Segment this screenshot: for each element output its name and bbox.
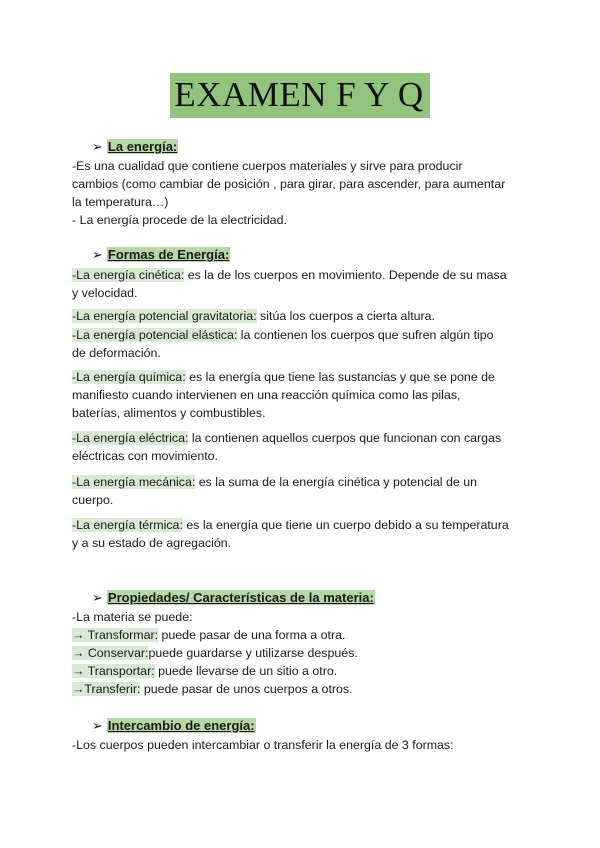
- heading-propiedades: [92, 590, 375, 606]
- term-definition: es la suma de la energía cinética y potencial de un: [195, 475, 478, 489]
- paragraph-line: manifiesto cuando intervienen en una reacción química como las pilas,: [72, 388, 461, 402]
- heading-intercambio: [92, 718, 256, 734]
- paragraph-line: eléctricas con movimiento.: [72, 449, 218, 463]
- title-wrap: [0, 73, 600, 118]
- term-definition: puede guardarse y utilizarse después.: [148, 646, 358, 660]
- heading-text: Formas de Energía:: [107, 247, 230, 262]
- paragraph-line: [72, 307, 542, 325]
- paragraph-line: baterías, alimentos y combustibles.: [72, 406, 266, 420]
- term-definition: sitúa los cuerpos a cierta altura.: [256, 309, 435, 323]
- paragraph-line: - La energía procede de la electricidad.: [72, 213, 287, 227]
- heading-text: La energía:: [107, 139, 178, 154]
- paragraph-line: de deformación.: [72, 346, 161, 360]
- term-definition: puede pasar de una forma a otra.: [158, 628, 346, 642]
- term-definition: puede llevarse de un sitio a otro.: [154, 664, 338, 678]
- term-highlight: -La energía cinética:: [72, 268, 185, 282]
- intercambio-paragraph: [72, 736, 542, 754]
- heading-text: Intercambio de energía:: [107, 718, 255, 733]
- energia-electrica-paragraph: [72, 429, 542, 465]
- energia-quimica-paragraph: [72, 368, 542, 422]
- term-highlight: → Conservar:: [72, 646, 149, 660]
- term-highlight: -La energía térmica:: [72, 518, 183, 532]
- term-definition: puede pasar de unos cuerpos a otros.: [140, 682, 353, 696]
- energia-mecanica-paragraph: [72, 473, 542, 509]
- term-highlight: -La energía eléctrica:: [72, 431, 189, 445]
- energia-elastica-paragraph: [72, 326, 542, 362]
- paragraph-line: -Los cuerpos pueden intercambiar o transferir la energía de 3 formas:: [72, 738, 454, 752]
- term-definition: es la energía que tiene las sustancias y que se pone de: [185, 370, 495, 384]
- energia-cinetica-paragraph: [72, 266, 542, 302]
- paragraph-line: -Es una cualidad que contiene cuerpos materiales y sirve para producir: [72, 159, 463, 173]
- heading-la-energia: [92, 139, 178, 155]
- paragraph-line: -La materia se puede:: [72, 610, 193, 624]
- arrow-bullet-icon: ➢: [92, 590, 103, 605]
- arrow-bullet-icon: ➢: [92, 139, 103, 154]
- paragraph-line: y velocidad.: [72, 286, 138, 300]
- paragraph-line: [72, 326, 542, 344]
- heading-text: Propiedades/ Características de la materia:: [107, 590, 374, 605]
- paragraph-line: [72, 473, 542, 491]
- paragraph-line: la temperatura…): [72, 195, 169, 209]
- paragraph-line: [72, 266, 542, 284]
- energia-termica-paragraph: [72, 516, 542, 552]
- paragraph-line: [72, 429, 542, 447]
- term-highlight: -La energía mecánica:: [72, 475, 196, 489]
- term-definition: es la energía que tiene un cuerpo debido a su temperatura: [182, 518, 509, 532]
- arrow-bullet-icon: ➢: [92, 718, 103, 733]
- paragraph-line: y a su estado de agregación.: [72, 536, 232, 550]
- term-highlight: -La energía potencial gravitatoria:: [72, 309, 257, 323]
- energia-paragraph: [72, 157, 542, 229]
- list-item: [72, 644, 542, 662]
- term-highlight: →Transferir:: [72, 682, 141, 696]
- term-highlight: → Transportar:: [72, 664, 155, 678]
- term-definition: la contienen los cuerpos que sufren algún tipo: [237, 328, 494, 342]
- paragraph-line: [72, 368, 542, 386]
- term-definition: es la de los cuerpos en movimiento. Depende de su masa: [184, 268, 507, 282]
- list-item: [72, 662, 542, 680]
- page-title: EXAMEN F Y Q: [170, 73, 429, 118]
- paragraph-line: cambios (como cambiar de posición , para girar, para ascender, para aumentar: [72, 177, 506, 191]
- heading-formas-de-energia: [92, 247, 230, 263]
- list-item: [72, 680, 542, 698]
- energia-gravitatoria-paragraph: [72, 307, 542, 325]
- propiedades-list: [72, 608, 542, 698]
- paragraph-line: [72, 516, 542, 534]
- term-definition: la contienen aquellos cuerpos que funcionan con cargas: [188, 431, 502, 445]
- list-item: [72, 626, 542, 644]
- arrow-bullet-icon: ➢: [92, 247, 103, 262]
- term-highlight: -La energía potencial elástica:: [72, 328, 238, 342]
- paragraph-line: cuerpo.: [72, 493, 114, 507]
- term-highlight: -La energía química:: [72, 370, 186, 384]
- term-highlight: → Transformar:: [72, 628, 159, 642]
